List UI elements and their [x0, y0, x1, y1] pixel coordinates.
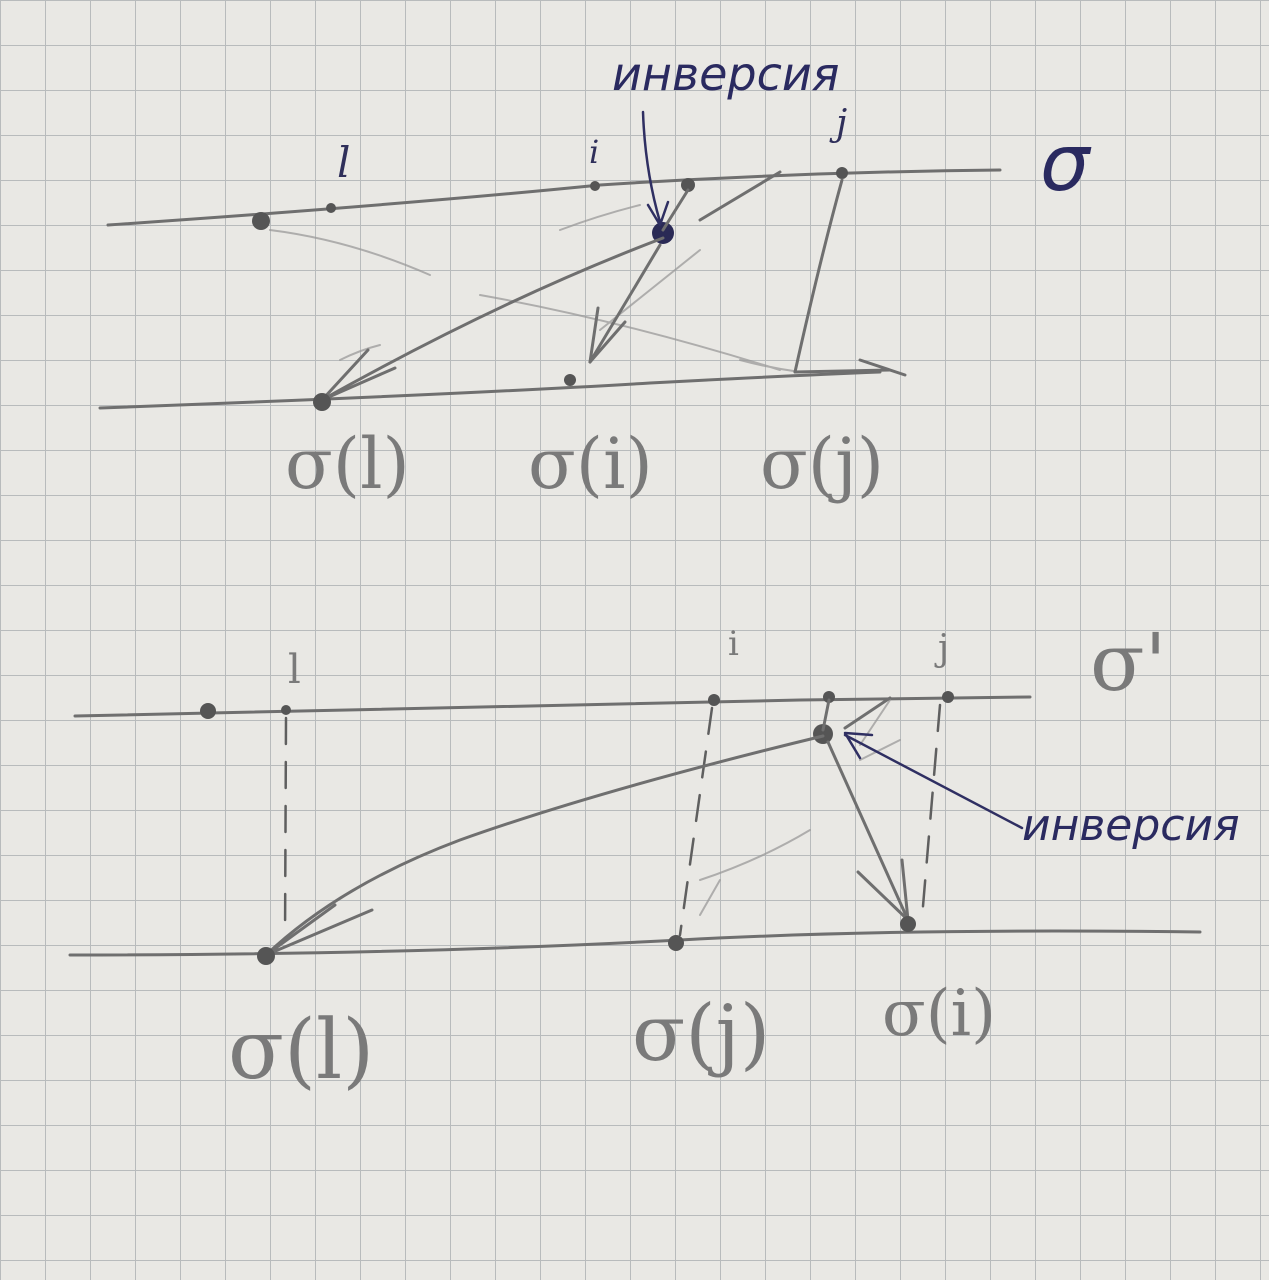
- top-point-l: [326, 203, 336, 213]
- bottom-point-j: [942, 691, 954, 703]
- bottom-label-l: l: [288, 647, 301, 693]
- top-annotation-text: инверсия: [612, 47, 840, 101]
- top-label-l: l: [337, 138, 351, 187]
- top-image-label-l: σ(l): [285, 423, 410, 505]
- bottom-point-i: [708, 694, 720, 706]
- top-image-point-l: [313, 393, 331, 411]
- top-label-i: i: [589, 133, 600, 171]
- top-image-point-i: [564, 374, 576, 386]
- top-label-j: j: [836, 103, 848, 144]
- bottom-point-l: [281, 705, 291, 715]
- bottom-label-sigma-prime: σ': [1090, 616, 1167, 709]
- bottom-image-label-l: σ(l): [228, 1003, 375, 1098]
- bottom-image-point-l: [257, 947, 275, 965]
- bottom-annotation-text: инверсия: [1022, 800, 1240, 851]
- bottom-image-point-i: [900, 916, 916, 932]
- bottom-label-j: j: [938, 628, 950, 669]
- top-label-sigma: σ: [1040, 119, 1090, 209]
- bottom-point-left: [200, 703, 216, 719]
- bottom-image-label-j: σ(j): [632, 989, 771, 1079]
- top-image-label-j: σ(j): [760, 423, 885, 505]
- top-point-left: [252, 212, 270, 230]
- bottom-image-point-j: [668, 935, 684, 951]
- bottom-label-i: i: [728, 624, 739, 664]
- top-point-i: [590, 181, 600, 191]
- bottom-image-label-i: σ(i): [882, 977, 997, 1051]
- top-point-j: [836, 167, 848, 179]
- top-image-label-i: σ(i): [528, 423, 653, 505]
